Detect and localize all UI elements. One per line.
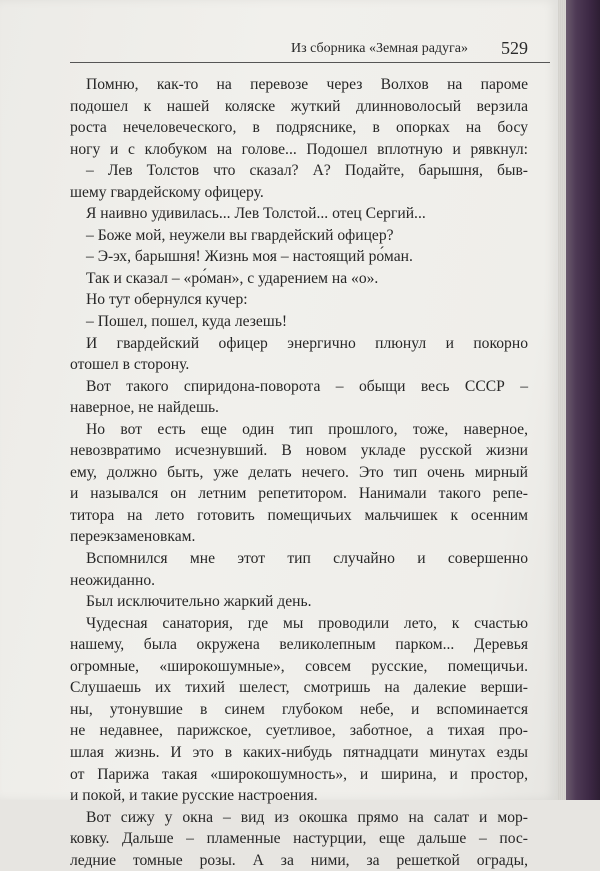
text-line: ковку. Дальше – пламенные настурции, еще дальше – пос- (70, 830, 528, 848)
running-header (70, 36, 550, 63)
text-line: Вот сижу у окна – вид из окошка прямо на салат и мор- (86, 808, 528, 826)
text-line: Вспомнился мне этот тип случайно и совершенно (86, 550, 528, 568)
text-line: шлая жизнь. И это в каких-нибудь пятнадцати минутах езды (70, 743, 528, 761)
text-line: титора на лето готовить помещичьих мальчишек к осенним (70, 506, 528, 524)
text-line: неожиданно. (70, 571, 156, 589)
text-line: невозвратимо исчезнувший. В новом укладе русской жизни (70, 442, 528, 460)
text-line: Помню, как-то на перевозе через Волхов на пароме (86, 76, 528, 93)
text-line: Так и сказал – «ро́ман», с ударением на «о». (86, 269, 379, 287)
text-line: подошел к нашей коляске жуткий длинноволосый верзила (70, 97, 528, 115)
text-line: – Э-эх, барышня! Жизнь моя – настоящий ро́ман. (86, 248, 413, 266)
text-line: Вот такого спиридона-поворота – обыщи весь СССР – (86, 377, 528, 395)
text-line: и покой, и такие русские настроения. (70, 787, 318, 805)
text-line: роста нечеловеческого, в подряснике, в опорках на босу (70, 119, 528, 137)
text-line: – Боже мой, неужели вы гвардейский офицер? (86, 226, 394, 244)
text-line: ногу и с клобуком на голове... Подошел вплотную и рявкнул: (70, 140, 528, 158)
text-line: Я наивно удивилась... Лев Толстой... отец Сергий... (86, 205, 426, 223)
text-line: Но тут обернулся кучер: (86, 291, 248, 309)
text-line: ледние томные розы. А за ними, за решеткой ограды, (70, 851, 528, 869)
text-line: – Лев Толстов что сказал? А? Подайте, барышня, быв- (86, 162, 528, 180)
page-edges (558, 0, 566, 800)
body-text (70, 74, 528, 871)
text-line: И гвардейский офицер энергично плюнул и покорно (86, 334, 528, 352)
text-line: огромные, «широкошумные», совсем русские, помещичьи. (70, 657, 528, 675)
text-line: нашему, была окружена великолепным парком... Деревья (70, 636, 528, 654)
text-line: от Парижа такая «широкошумность», и ширина, и простор, (70, 765, 528, 783)
text-line: Чудесная санатория, где мы проводили лето, к счастью (86, 614, 528, 632)
header-title: Из сборника «Земная радуга» (291, 41, 468, 56)
text-line: отошел в сторону. (70, 356, 190, 374)
text-line: Но вот есть еще один тип прошлого, тоже, наверное, (86, 420, 528, 438)
book-cover-edge (566, 0, 600, 800)
text-line: наверное, не найдешь. (70, 399, 219, 417)
text-line: Был исключительно жаркий день. (86, 593, 312, 611)
text-line: шему гвардейскому офицеру. (70, 183, 264, 201)
text-line: Слушаешь их тихий шелест, смотришь на далекие верши- (70, 679, 528, 697)
page-number: 529 (501, 38, 528, 58)
text-line: переэкзаменовкам. (70, 528, 196, 546)
text-line: – Пошел, пошел, куда лезешь! (86, 313, 288, 331)
text-line: ему, должно быть, уже делать нечего. Это тип очень мирный (70, 463, 528, 481)
text-line: ны, утонувшие в синем глубоком небе, и вспоминается (70, 700, 528, 718)
text-line: не недавнее, парижское, суетливое, заботное, а тихая про- (70, 722, 528, 740)
text-line: и назывался он летним репетитором. Нанимали такого репе- (70, 485, 528, 503)
